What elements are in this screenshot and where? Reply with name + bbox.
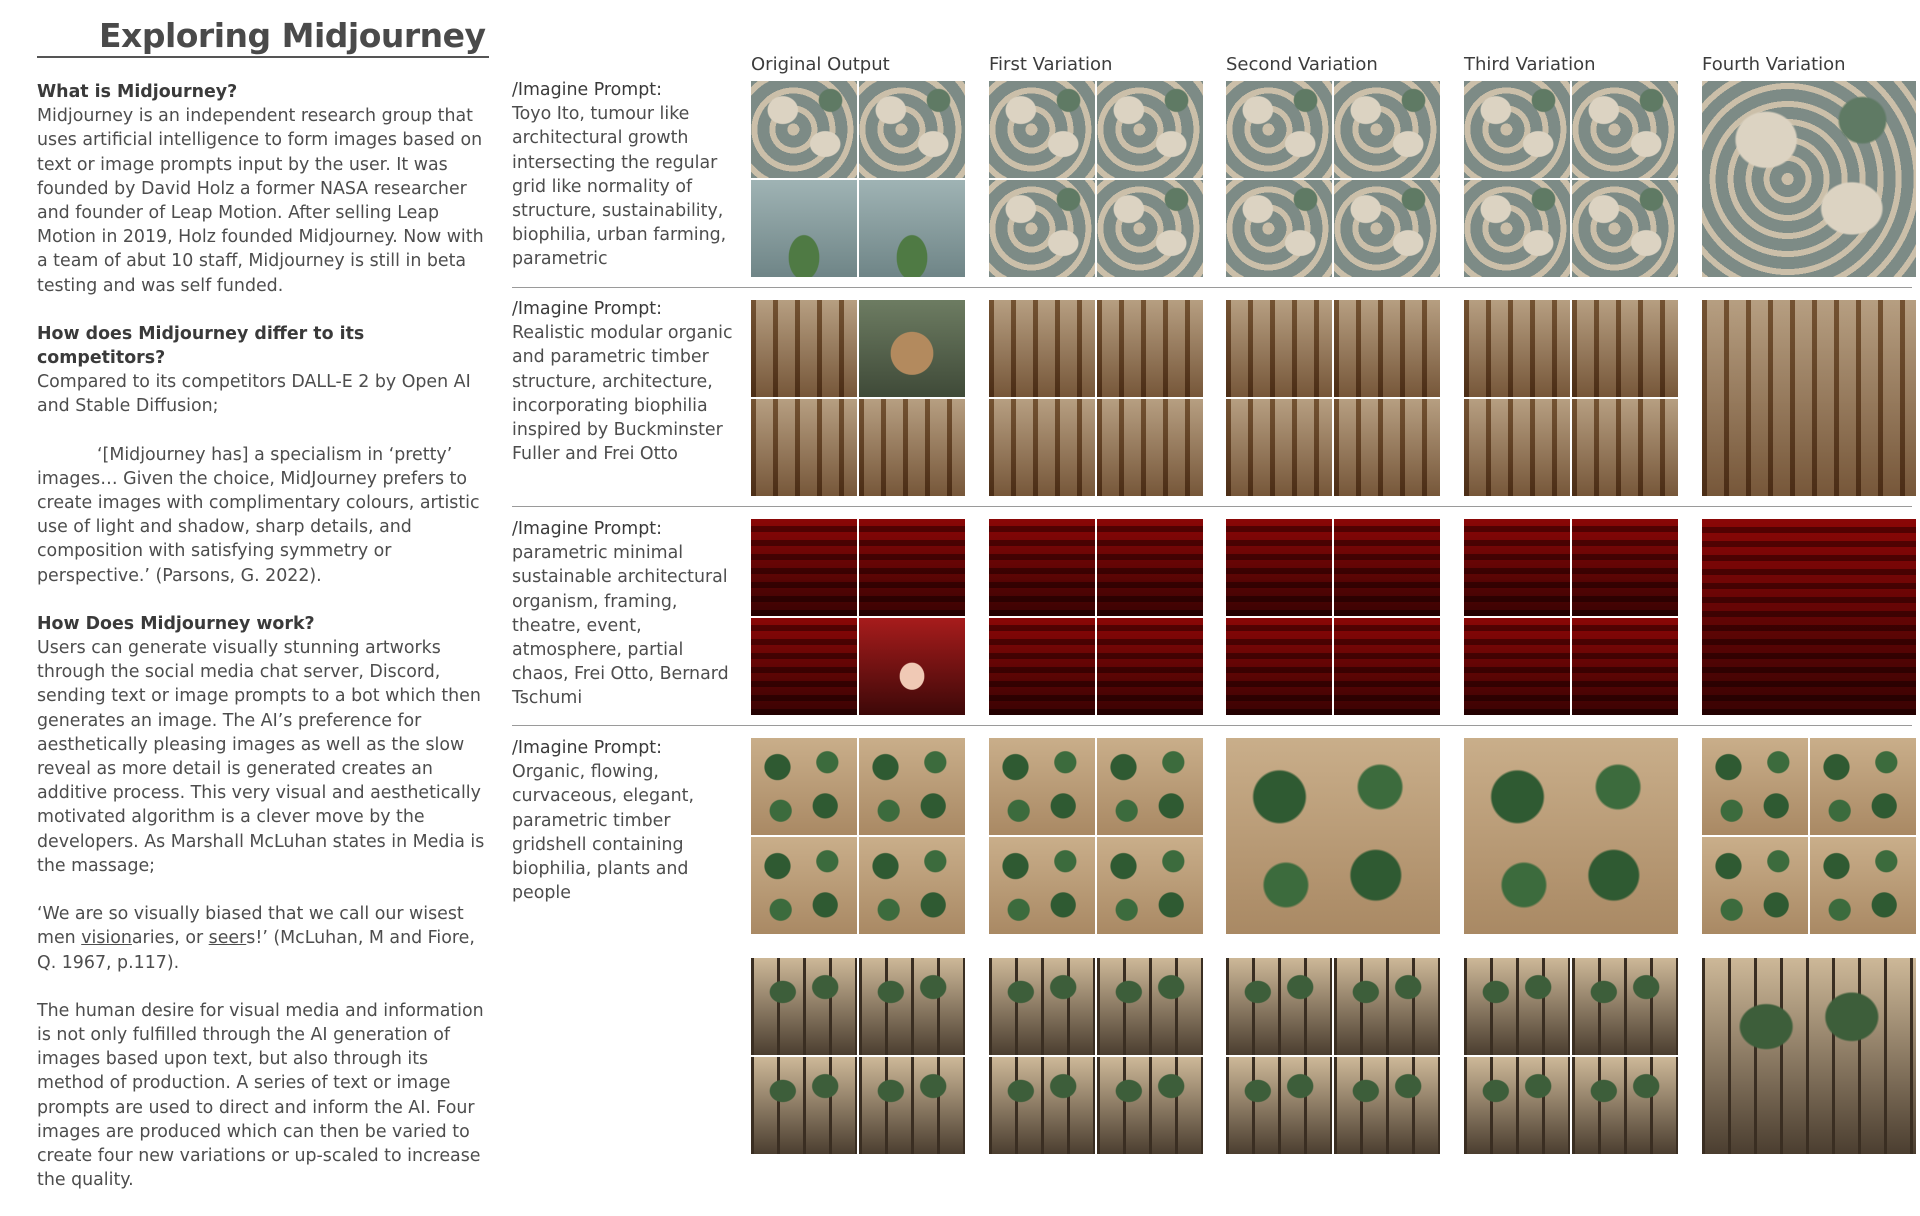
generated-image — [751, 180, 857, 277]
prompt-label: /Imagine Prompt: — [512, 738, 662, 758]
image-grid-original — [751, 738, 965, 934]
generated-image — [1464, 519, 1570, 616]
generated-image — [989, 837, 1095, 934]
generated-image — [1226, 519, 1332, 616]
quote-mcluhan-b: aries, or — [131, 928, 209, 949]
generated-image — [751, 738, 857, 835]
prompt-label: /Imagine Prompt: — [512, 80, 662, 100]
image-grid-first-variation — [989, 300, 1203, 496]
image-grid-third-variation — [1464, 958, 1678, 1154]
generated-image — [1702, 837, 1808, 934]
generated-image — [989, 1057, 1095, 1154]
generated-image — [1097, 618, 1203, 715]
generated-image — [751, 399, 857, 496]
generated-image — [1810, 738, 1916, 835]
prompt-label: /Imagine Prompt: — [512, 519, 662, 539]
generated-image — [859, 738, 965, 835]
generated-image — [1097, 300, 1203, 397]
prompt-3 — [512, 517, 737, 711]
generated-image — [751, 958, 857, 1055]
generated-image — [1572, 81, 1678, 178]
text-conclusion: The human desire for visual media and information is not only fulfilled through the AI generation of images based upon text, but also through its method of production. A series of text or image prompts are used to direct and inform the AI. Four images are produced which can then be varied to create four new variations or up-scaled to increase the quality. — [37, 1000, 484, 1191]
section-what — [37, 80, 497, 298]
image-grid-second-variation — [1226, 519, 1440, 715]
generated-image — [751, 1057, 857, 1154]
generated-image — [859, 618, 965, 715]
generated-image — [1334, 300, 1440, 397]
generated-image — [989, 738, 1095, 835]
generated-image — [1097, 1057, 1203, 1154]
generated-image — [1572, 618, 1678, 715]
generated-image — [1334, 81, 1440, 178]
quote-mcluhan — [37, 902, 497, 975]
title-underline — [37, 56, 489, 58]
text-differ: Compared to its competitors DALL-E 2 by Open AI and Stable Diffusion; — [37, 372, 471, 417]
generated-image — [1464, 300, 1570, 397]
prompt-label: /Imagine Prompt: — [512, 299, 662, 319]
generated-image — [1097, 738, 1203, 835]
generated-image — [751, 519, 857, 616]
generated-image — [989, 300, 1095, 397]
quote-mcluhan-c: s!’ (McLuhan, M and Fiore, Q. 1967, p.117). — [37, 928, 475, 973]
quote-mcluhan-vision: vision — [81, 928, 132, 949]
generated-image — [1226, 81, 1332, 178]
generated-image — [989, 180, 1095, 277]
col-header-original: Original Output — [751, 54, 890, 75]
generated-image — [1226, 1057, 1332, 1154]
generated-image — [1334, 618, 1440, 715]
image-grid-first-variation — [989, 81, 1203, 277]
section-how — [37, 612, 497, 878]
generated-image — [1226, 300, 1332, 397]
generated-image — [1464, 958, 1570, 1055]
image-grid-first-variation — [989, 738, 1203, 934]
generated-image — [989, 519, 1095, 616]
image-upscaled — [1702, 958, 1916, 1154]
generated-image — [859, 958, 965, 1055]
prompt-text: parametric minimal sustainable architectural organism, framing, theatre, event, atmosphere, partial chaos, Frei Otto, Bernard Tschumi — [512, 543, 729, 709]
generated-image — [1464, 399, 1570, 496]
generated-image — [1226, 618, 1332, 715]
text-how-works: Users can generate visually stunning artworks through the social media chat server, Discord, sending text or image prompts to a bot which then generates an image. The AI’s preference for aesthetically pleasing images as well as the slow reveal as more detail is generated creates an additive process. This very visual and aesthetically motivated algorithm is a clever move by the developers. As Marshall McLuhan states in Media is the massage; — [37, 638, 485, 876]
image-grid-second-variation — [1226, 958, 1440, 1154]
generated-image — [1097, 837, 1203, 934]
generated-image — [989, 399, 1095, 496]
image-upscaled — [1464, 738, 1678, 934]
generated-image — [1097, 519, 1203, 616]
intro-column — [37, 80, 497, 1216]
generated-image — [1097, 958, 1203, 1055]
image-grid-first-variation — [989, 958, 1203, 1154]
page-title: Exploring Midjourney — [99, 16, 486, 55]
generated-image — [859, 81, 965, 178]
generated-image — [1334, 180, 1440, 277]
prompt-text: Realistic modular organic and parametric timber structure, architecture, incorporating biophilia inspired by Buckminster Fuller and Frei Otto — [512, 323, 733, 465]
prompt-1 — [512, 78, 737, 272]
image-upscaled — [1226, 738, 1440, 934]
image-grid-fourth-variation — [1702, 738, 1916, 934]
col-header-fourth: Fourth Variation — [1702, 54, 1846, 75]
generated-image — [1572, 300, 1678, 397]
heading-how-works: How Does Midjourney work? — [37, 613, 315, 634]
generated-image — [1334, 399, 1440, 496]
image-grid-third-variation — [1464, 300, 1678, 496]
generated-image — [1334, 1057, 1440, 1154]
quote-parsons: ‘[Midjourney has] a specialism in ‘pretty’ images… Given the choice, MidJourney prefers to create images with complimentary colours, artistic use of light and shadow, sharp details, and composition with satisfying symmetry or perspective.’ (Parsons, G. 2022). — [37, 444, 480, 586]
generated-image — [1097, 180, 1203, 277]
col-header-first: First Variation — [989, 54, 1113, 75]
image-grid-original — [751, 958, 965, 1154]
heading-what-is: What is Midjourney? — [37, 82, 238, 102]
generated-image — [1464, 180, 1570, 277]
prompt-text: Organic, flowing, curvaceous, elegant, parametric timber gridshell containing biophilia, plants and people — [512, 762, 695, 904]
image-upscaled — [1702, 300, 1916, 496]
generated-image — [989, 618, 1095, 715]
prompt-2 — [512, 297, 737, 466]
generated-image — [1226, 399, 1332, 496]
generated-image — [859, 837, 965, 934]
generated-image — [1572, 519, 1678, 616]
image-upscaled — [1702, 519, 1916, 715]
generated-image — [1097, 399, 1203, 496]
text-what-is: Midjourney is an independent research group that uses artificial intelligence to form images based on text or image prompts input by the user. It was founded by David Holz a former NASA researcher and founder of Leap Motion. After selling Leap Motion in 2019, Holz founded Midjourney. Now with a team of abut 10 staff, Midjourney is still in beta testing and was self funded. — [37, 106, 484, 296]
image-grid-third-variation — [1464, 81, 1678, 277]
generated-image — [751, 618, 857, 715]
heading-differ: How does Midjourney differ to its competitors? — [37, 323, 365, 369]
generated-image — [751, 300, 857, 397]
prompt-4 — [512, 736, 737, 905]
image-upscaled — [1702, 81, 1916, 277]
generated-image — [859, 399, 965, 496]
generated-image — [1334, 519, 1440, 616]
generated-image — [859, 1057, 965, 1154]
image-grid-third-variation — [1464, 519, 1678, 715]
generated-image — [1572, 1057, 1678, 1154]
row-divider — [512, 287, 1912, 288]
image-grid-first-variation — [989, 519, 1203, 715]
generated-image — [1572, 399, 1678, 496]
generated-image — [751, 81, 857, 178]
quote-mcluhan-a: ‘We are so visually biased that we call our wisest men — [37, 904, 464, 949]
image-grid-original — [751, 300, 965, 496]
generated-image — [859, 180, 965, 277]
image-grid-original — [751, 519, 965, 715]
quote-mcluhan-seer: seer — [208, 928, 247, 949]
generated-image — [1702, 738, 1808, 835]
generated-image — [1097, 81, 1203, 178]
section-differ — [37, 322, 497, 419]
generated-image — [1226, 180, 1332, 277]
col-header-second: Second Variation — [1226, 54, 1378, 75]
prompt-text: Toyo Ito, tumour like architectural growth intersecting the regular grid like normality of structure, sustainability, biophilia, urban farming, parametric — [512, 104, 727, 270]
generated-image — [859, 300, 965, 397]
generated-image — [1572, 958, 1678, 1055]
generated-image — [1464, 1057, 1570, 1154]
image-grid-second-variation — [1226, 300, 1440, 496]
generated-image — [1464, 618, 1570, 715]
generated-image — [751, 837, 857, 934]
col-header-third: Third Variation — [1464, 54, 1596, 75]
image-grid-original — [751, 81, 965, 277]
generated-image — [859, 519, 965, 616]
row-divider — [512, 506, 1912, 507]
generated-image — [989, 958, 1095, 1055]
generated-image — [1810, 837, 1916, 934]
generated-image — [1572, 180, 1678, 277]
generated-image — [1464, 81, 1570, 178]
generated-image — [1226, 958, 1332, 1055]
row-divider — [512, 725, 1912, 726]
generated-image — [989, 81, 1095, 178]
image-grid-second-variation — [1226, 81, 1440, 277]
generated-image — [1334, 958, 1440, 1055]
